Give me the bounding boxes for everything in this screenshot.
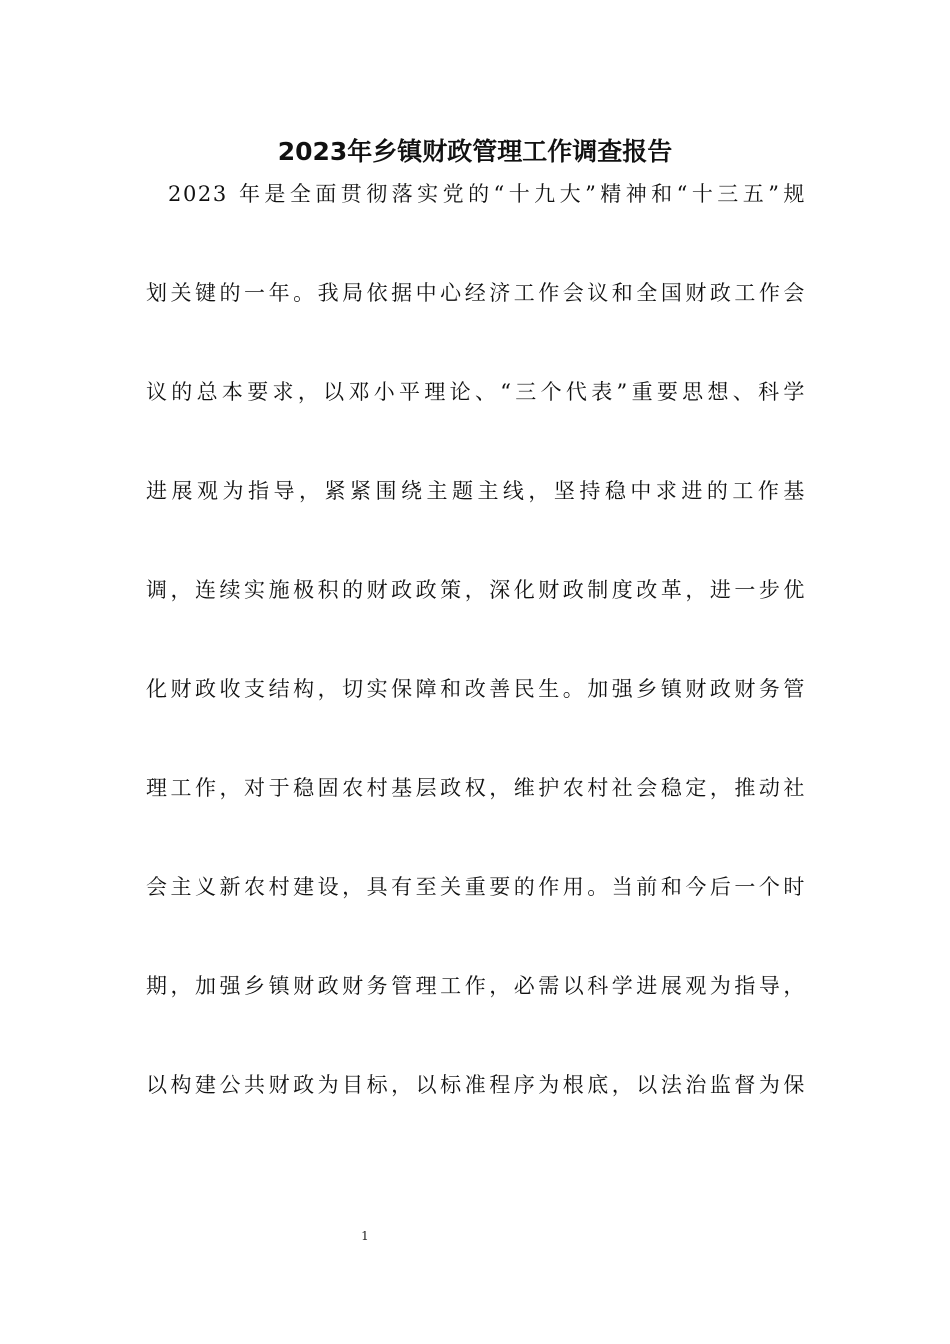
body-line-7: 理工作，对于稳固农村基层政权，维护农村社会稳定，推动社 (146, 776, 806, 800)
body-line-1: 2023 年是全面贯彻落实党的“十九大”精神和“十三五”规 (168, 182, 806, 206)
document-title: 2023年乡镇财政管理工作调查报告 (277, 137, 673, 166)
body-line-4: 进展观为指导，紧紧围绕主题主线，坚持稳中求进的工作基 (146, 479, 806, 503)
body-line-9: 期，加强乡镇财政财务管理工作，必需以科学进展观为指导， (146, 974, 806, 998)
body-line-2: 划关键的一年。我局依据中心经济工作会议和全国财政工作会 (146, 281, 806, 305)
body-line-5: 调，连续实施极积的财政政策，深化财政制度改革，进一步优 (146, 578, 806, 602)
body-line-10: 以构建公共财政为目标，以标准程序为根底，以法治监督为保 (146, 1073, 806, 1097)
page-number: 1 (361, 1229, 369, 1243)
body-line-3: 议的总本要求，以邓小平理论、“三个代表”重要思想、科学 (146, 380, 806, 404)
body-line-8: 会主义新农村建设，具有至关重要的作用。当前和今后一个时 (146, 875, 806, 899)
document-body (146, 178, 806, 1168)
body-line-6: 化财政收支结构，切实保障和改善民生。加强乡镇财政财务管 (146, 677, 806, 701)
